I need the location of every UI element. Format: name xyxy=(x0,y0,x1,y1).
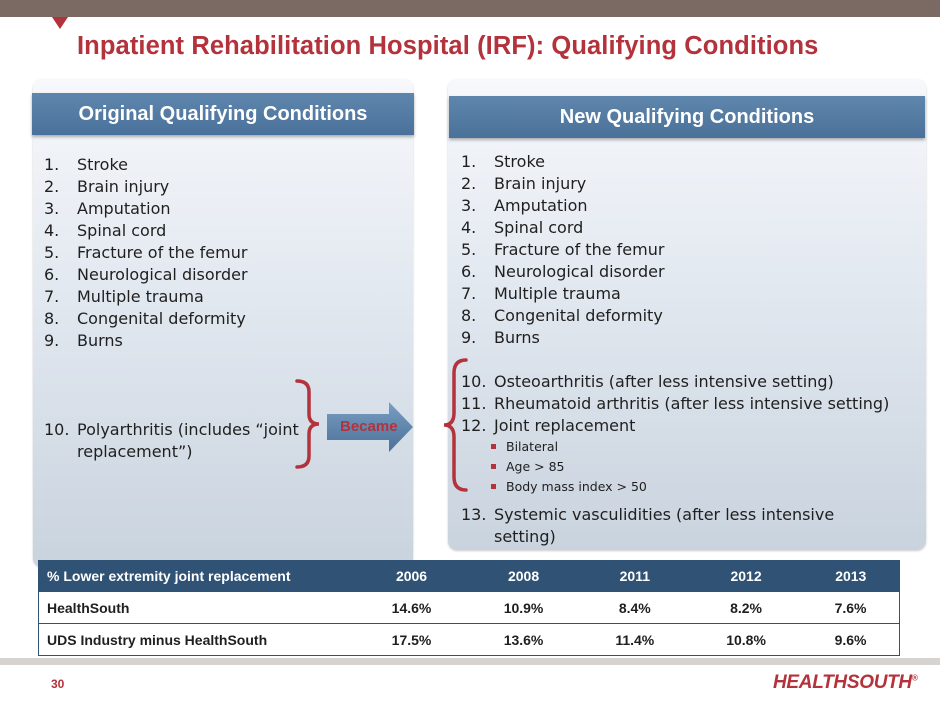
sub-list-item: Bilateral xyxy=(450,437,920,457)
new-conditions-heading: New Qualifying Conditions xyxy=(449,96,925,138)
table-cell: 10.9% xyxy=(468,592,580,624)
list-item: 8. Congenital deformity xyxy=(461,306,663,325)
list-item: 3. Amputation xyxy=(461,196,588,215)
title-marker xyxy=(52,17,68,29)
list-item: 5. Fracture of the femur xyxy=(461,240,665,259)
table-cell: 14.6% xyxy=(356,592,468,624)
original-conditions-list xyxy=(33,154,403,352)
table-cell: 13.6% xyxy=(468,624,580,656)
list-item-continuation: setting) xyxy=(494,527,556,546)
column-header: % Lower extremity joint replacement xyxy=(39,561,356,592)
list-item: 10. Osteoarthritis (after less intensive setting) xyxy=(461,372,834,391)
page-number: 30 xyxy=(51,677,65,691)
table-cell: 8.2% xyxy=(690,592,802,624)
table-row xyxy=(39,592,900,624)
sub-list-item: Body mass index > 50 xyxy=(450,477,920,497)
new-item-13 xyxy=(450,504,920,548)
joint-replacement-table xyxy=(38,560,900,656)
table-cell: 10.8% xyxy=(690,624,802,656)
healthsouth-logo: HEALTHSOUTH® xyxy=(773,672,918,693)
original-item-10 xyxy=(33,419,333,463)
table-cell: HealthSouth xyxy=(39,592,356,624)
list-item: 1. Stroke xyxy=(461,152,545,171)
list-item: 2. Brain injury xyxy=(461,174,587,193)
table-row xyxy=(39,624,900,656)
became-label: Became xyxy=(340,418,398,435)
list-item: 5. Fracture of the femur xyxy=(44,243,248,262)
column-header: 2008 xyxy=(468,561,580,592)
list-item: 13. Systemic vasculidities (after less intensive xyxy=(461,505,835,524)
list-item: 1. Stroke xyxy=(44,155,128,174)
new-added-conditions xyxy=(450,371,920,497)
column-header: 2013 xyxy=(802,561,899,592)
list-item: 10. Polyarthritis (includes “joint xyxy=(44,420,299,439)
list-item: 6. Neurological disorder xyxy=(44,265,248,284)
table-cell: 9.6% xyxy=(802,624,899,656)
table-cell: 7.6% xyxy=(802,592,899,624)
list-item: 9. Burns xyxy=(44,331,123,350)
list-item: 4. Spinal cord xyxy=(44,221,167,240)
table-cell: 8.4% xyxy=(580,592,690,624)
list-item: 12. Joint replacement xyxy=(461,416,636,435)
list-item: 9. Burns xyxy=(461,328,540,347)
list-item-continuation: replacement”) xyxy=(77,442,193,461)
table-header-row xyxy=(39,561,900,592)
list-item: 7. Multiple trauma xyxy=(44,287,204,306)
table-cell: 11.4% xyxy=(580,624,690,656)
list-item: 6. Neurological disorder xyxy=(461,262,665,281)
left-bracket-icon xyxy=(293,378,323,470)
column-header: 2012 xyxy=(690,561,802,592)
list-item: 4. Spinal cord xyxy=(461,218,584,237)
right-bracket-icon xyxy=(440,357,472,493)
list-item: 2. Brain injury xyxy=(44,177,170,196)
page-title: Inpatient Rehabilitation Hospital (IRF): Qualifying Conditions xyxy=(77,32,819,60)
table-cell: 17.5% xyxy=(356,624,468,656)
table-cell: UDS Industry minus HealthSouth xyxy=(39,624,356,656)
column-header: 2011 xyxy=(580,561,690,592)
original-conditions-heading: Original Qualifying Conditions xyxy=(32,93,414,135)
sub-list-item: Age > 85 xyxy=(450,457,920,477)
column-header: 2006 xyxy=(356,561,468,592)
footer-divider xyxy=(0,658,940,665)
list-item: 3. Amputation xyxy=(44,199,171,218)
list-item: 11. Rheumatoid arthritis (after less intensive setting) xyxy=(461,394,890,413)
new-conditions-list xyxy=(450,151,920,349)
list-item: 8. Congenital deformity xyxy=(44,309,246,328)
list-item: 7. Multiple trauma xyxy=(461,284,621,303)
top-bar xyxy=(0,0,940,17)
